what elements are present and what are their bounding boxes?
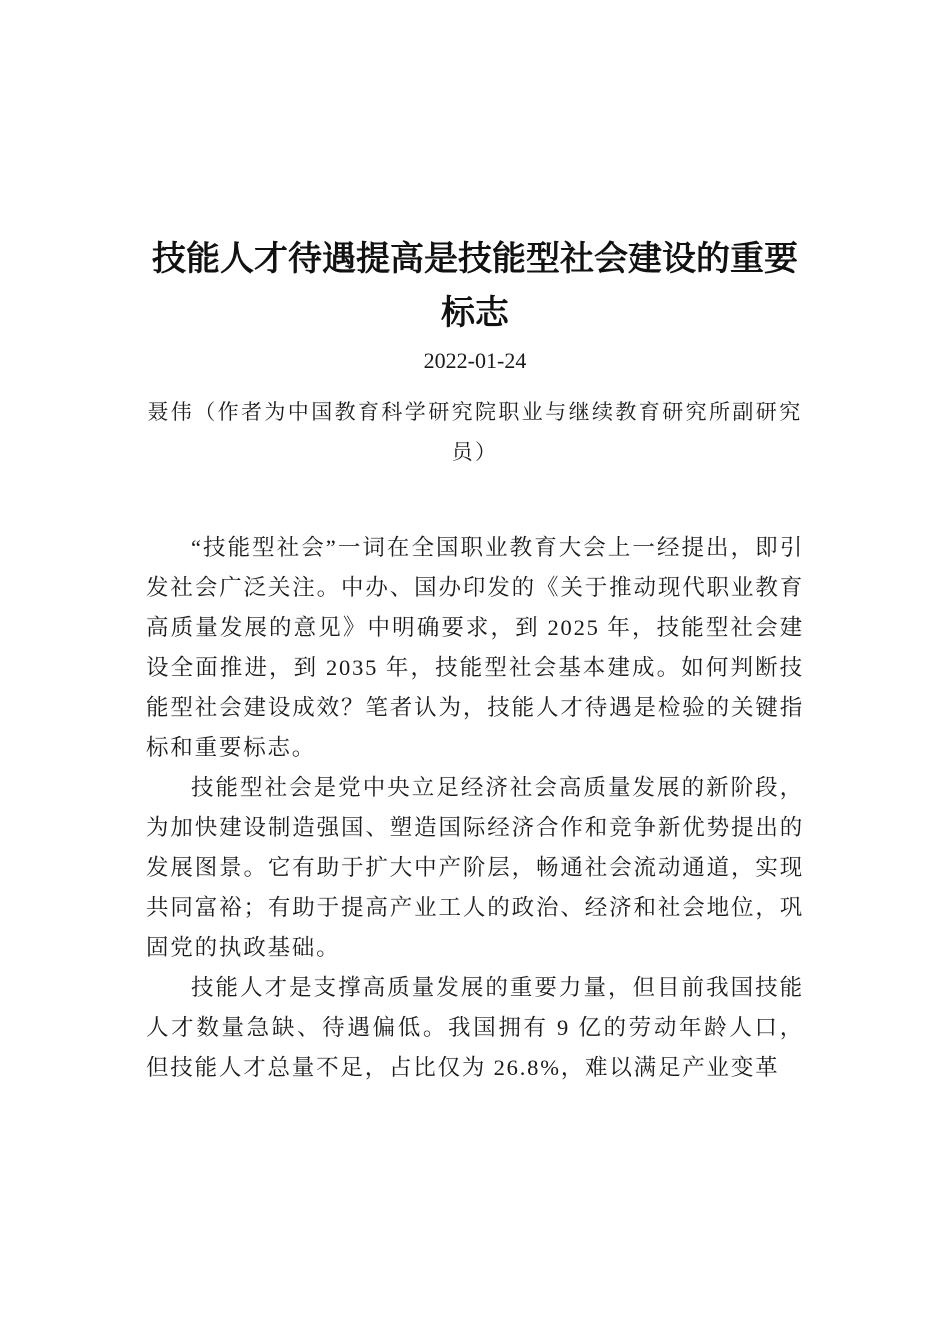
body-paragraph: 技能人才是支撑高质量发展的重要力量，但目前我国技能人才数量急缺、待遇偏低。我国拥有 9 亿的劳动年龄人口，但技能人才总量不足，占比仅为 26.8%，难以满足产业变革 [146,975,804,1080]
article-body [146,528,804,1088]
body-paragraph: “技能型社会”一词在全国职业教育大会上一经提出，即引发社会广泛关注。中办、国办印发的《关于推动现代职业教育高质量发展的意见》中明确要求，到 2025 年，技能型社会建设全面推进，到 2035 年，技能型社会基本建成。如何判断技能型社会建设成效？笔者认为，技能人才待遇是检验的关键指标和重要标志。 [146,535,804,760]
article-title: 技能人才待遇提高是技能型社会建设的重要标志 [152,239,798,333]
body-paragraph: 技能型社会是党中央立足经济社会高质量发展的新阶段，为加快建设制造强国、塑造国际经济合作和竞争新优势提出的发展图景。它有助于扩大中产阶层，畅通社会流动通道，实现共同富裕；有助于提高产业工人的政治、经济和社会地位，巩固党的执政基础。 [146,775,804,960]
article-date: 2022-01-24 [423,348,527,373]
article-author: 聂伟（作者为中国教育科学研究院职业与继续教育研究所副研究员） [147,400,803,464]
